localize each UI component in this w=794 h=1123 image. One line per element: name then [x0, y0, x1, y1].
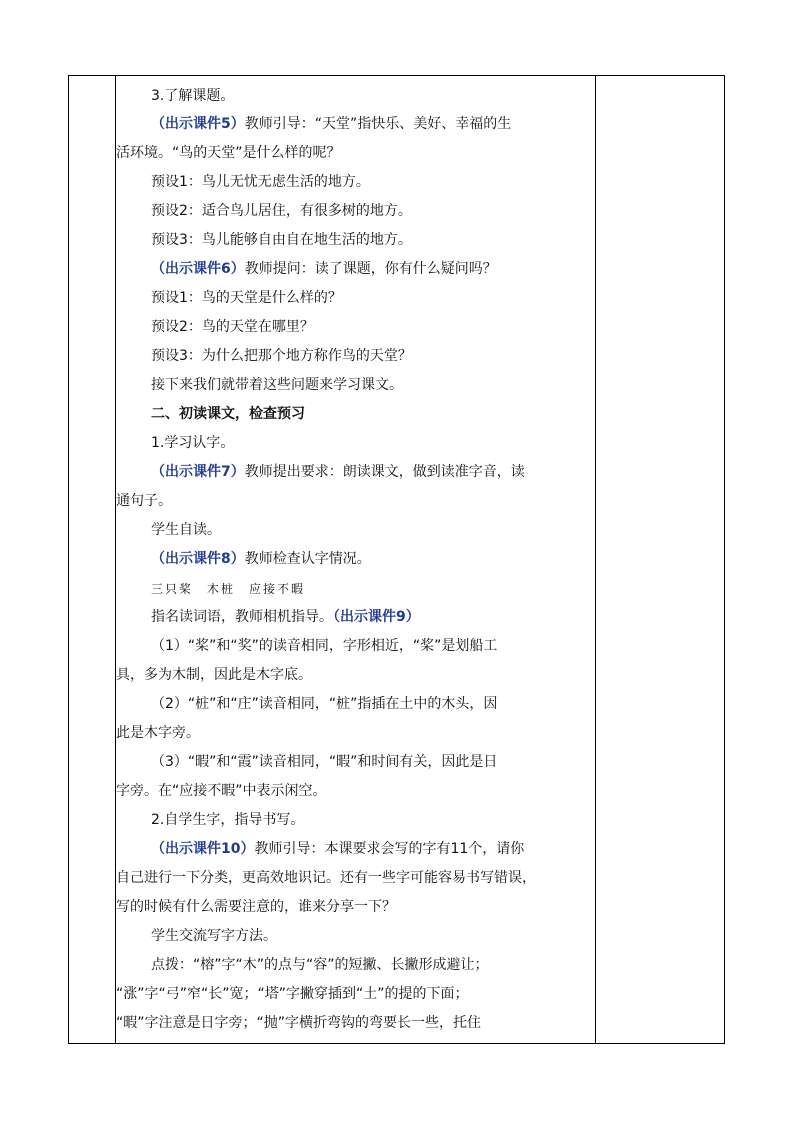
content-line: 此是木字旁。 [116, 725, 200, 741]
content-line: 预设1：鸟儿无忧无虑生活的地方。 [151, 174, 370, 190]
courseware-tag: （出示课件10） [151, 841, 255, 857]
courseware-tag: （出示课件9） [333, 609, 420, 625]
content-line: 学生自读。 [151, 522, 221, 538]
content-line: 通句子。 [116, 493, 172, 509]
content-line: 写的时候有什么需要注意的，谁来分享一下？ [116, 899, 396, 915]
column-divider-right [595, 76, 596, 1043]
content-line: 预设1：鸟的天堂是什么样的？ [151, 290, 342, 306]
content-line: （出示课件6）教师提问：读了课题，你有什么疑问吗？ [151, 261, 497, 277]
content-line: 活环境。“鸟的天堂”是什么样的呢？ [116, 145, 341, 161]
content-line: （2）“桩”和“庄”读音相同，“桩”指插在土中的木头，因 [151, 696, 498, 712]
content-line: 3.了解课题。 [151, 88, 235, 104]
content-line: 具，多为木制，因此是木字底。 [116, 667, 312, 683]
lesson-table [68, 75, 725, 1044]
section-heading: 二、初读课文，检查预习 [151, 406, 305, 422]
content-line: “暇”字注意是日字旁；“抛”字横折弯钩的弯要长一些，托住 [116, 1015, 482, 1031]
content-line: （3）“暇”和“霞”读音相同，“暇”和时间有关，因此是日 [151, 754, 498, 770]
content-line: 1.学习认字。 [151, 435, 235, 451]
courseware-tag: （出示课件7） [151, 464, 245, 480]
content-line: 预设3：为什么把那个地方称作鸟的天堂？ [151, 348, 412, 364]
content-line: 预设3：鸟儿能够自由自在地生活的地方。 [151, 232, 412, 248]
content-line: （出示课件8）教师检查认字情况。 [151, 551, 371, 567]
content-line: 字旁。在“应接不暇”中表示闲空。 [116, 783, 327, 799]
content-line: 预设2：鸟的天堂在哪里？ [151, 319, 314, 335]
content-line: 接下来我们就带着这些问题来学习课文。 [151, 377, 403, 393]
content-line: 点拨：“榕”字“木”的点与“容”的短撇、长撇形成避让； [151, 957, 489, 973]
courseware-tag: （出示课件8） [151, 551, 245, 567]
content-line: 2.自学生字，指导书写。 [151, 812, 305, 828]
content-line: 学生交流写字方法。 [151, 928, 277, 944]
content-line: （出示课件5）教师引导：“天堂”指快乐、美好、幸福的生 [151, 116, 512, 132]
content-line: 预设2：适合鸟儿居住，有很多树的地方。 [151, 203, 412, 219]
content-line: 自己进行一下分类，更高效地识记。还有一些字可能容易书写错误， [116, 870, 536, 886]
vocabulary-line: 三只桨 木桩 应接不暇 [151, 582, 306, 596]
content-line: （出示课件7）教师提出要求：朗读课文，做到读准字音，读 [151, 464, 525, 480]
content-line: （出示课件10）教师引导：本课要求会写的字有11个，请你 [151, 841, 525, 857]
content-line: 指名读词语，教师相机指导。（出示课件9） [151, 609, 420, 625]
courseware-tag: （出示课件5） [151, 116, 245, 132]
courseware-tag: （出示课件6） [151, 261, 245, 277]
content-line: “涨”字“弓”窄“长”宽；“塔”字撇穿插到“土”的提的下面； [116, 986, 469, 1002]
content-line: （1）“桨”和“奖”的读音相同，字形相近，“桨”是划船工 [151, 638, 498, 654]
